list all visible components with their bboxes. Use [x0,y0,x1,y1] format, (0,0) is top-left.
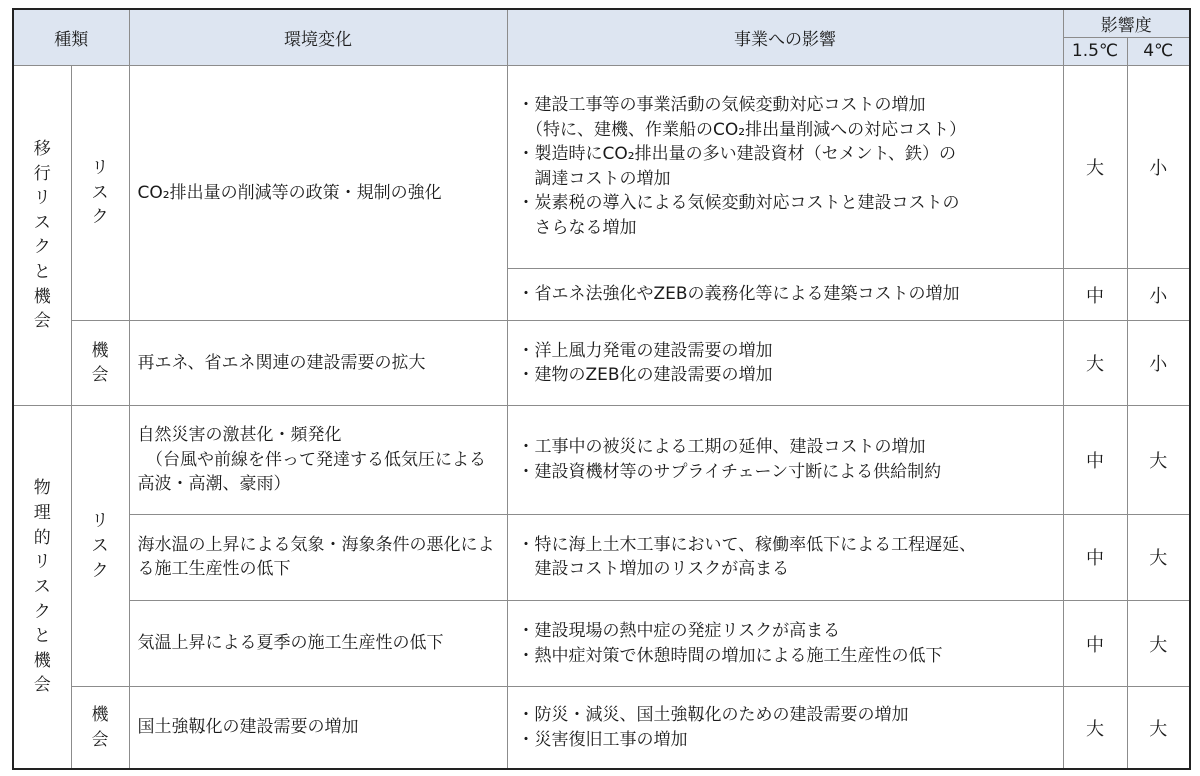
degree-4: 大 [1127,687,1190,769]
impact-item: ・建設現場の熱中症の発症リスクが高まる [517,620,841,641]
degree-1-5: 大 [1063,65,1127,269]
env-cell: CO₂排出量の削減等の政策・規制の強化 [129,65,507,321]
type-physical-risk-label: リ ス ク [91,511,109,581]
type-physical-opportunity [71,687,129,769]
impact-item: ・工事中の被災による工期の延伸、建設コストの増加 [517,437,926,458]
type-transition-risk-label: リ ス ク [91,157,109,228]
env-cell: 気温上昇による夏季の施工生産性の低下 [129,600,507,686]
climate-risk-table [12,8,1191,770]
header-impact: 事業への影響 [507,9,1063,65]
type-transition-opportunity-label: 機 会 [91,340,109,386]
impact-cell [507,406,1063,514]
degree-1-5: 中 [1063,269,1127,321]
impact-item: ・製造時にCO₂排出量の多い建設資材（セメント、鉄）の 調達コストの増加 [517,144,957,189]
degree-1-5: 中 [1063,406,1127,514]
env-cell: 国土強靱化の建設需要の増加 [129,687,507,769]
impact-cell [507,687,1063,769]
degree-4: 小 [1127,269,1190,321]
degree-1-5: 中 [1063,600,1127,686]
impact-item: ・建設工事等の事業活動の気候変動対応コストの増加 （特に、建機、作業船のCO₂排出量削減への対応コスト） [517,94,967,140]
impact-cell [507,269,1063,321]
degree-1-5: 大 [1063,687,1127,769]
degree-4: 大 [1127,406,1190,514]
header-degree: 影響度 [1063,9,1190,37]
impact-list [518,619,1053,668]
impact-item: ・建物のZEB化の建設需要の増加 [517,365,773,386]
impact-list [518,435,1053,484]
impact-list [518,703,1053,752]
impact-cell [507,321,1063,406]
degree-1-5: 大 [1063,321,1127,406]
category-transition-label: 移 行 リ ス ク と 機 会 [33,138,51,332]
impact-list [518,339,1053,388]
env-cell: 再エネ、省エネ関連の建設需要の拡大 [129,321,507,406]
impact-list [518,93,1053,241]
impact-item: ・熱中症対策で休憩時間の増加による施工生産性の低下 [517,645,943,666]
env-cell: 自然災害の激甚化・頻発化 （台風や前線を伴って発達する低気圧による高波・高潮、豪雨） [129,406,507,514]
impact-cell [507,65,1063,269]
impact-cell [507,514,1063,600]
header-deg-1-5: 1.5℃ [1063,37,1127,65]
impact-item: ・防災・減災、国土強靱化のための建設需要の増加 [517,704,909,725]
degree-4: 大 [1127,514,1190,600]
impact-item: ・炭素税の導入による気候変動対応コストと建設コストの さらなる増加 [517,193,960,239]
impact-cell [507,600,1063,686]
header-env: 環境変化 [129,9,507,65]
header-kind: 種類 [13,9,129,65]
degree-1-5: 中 [1063,514,1127,600]
impact-item: ・洋上風力発電の建設需要の増加 [517,340,773,361]
header-deg-4: 4℃ [1127,37,1190,65]
degree-4: 小 [1127,65,1190,269]
impact-list [518,533,1053,582]
degree-4: 小 [1127,321,1190,406]
risk-table-container [12,8,1189,770]
category-physical [13,406,71,769]
impact-item: ・省エネ法強化やZEBの義務化等による建築コストの増加 [517,284,960,305]
type-transition-opportunity [71,321,129,406]
degree-4: 大 [1127,600,1190,686]
impact-item: ・建設資機材等のサプライチェーン寸断による供給制約 [517,462,942,483]
type-physical-risk [71,406,129,687]
impact-list [518,282,1053,307]
category-physical-label: 物 理 的 リ ス ク と 機 会 [33,478,51,696]
category-transition [13,65,71,406]
impact-item: ・災害復旧工事の増加 [517,729,688,750]
env-cell: 海水温の上昇による気象・海象条件の悪化による施工生産性の低下 [129,514,507,600]
type-transition-risk [71,65,129,321]
impact-item: ・特に海上土木工事において、稼働率低下による工程遅延、 建設コスト増加のリスクが高まる [517,534,977,580]
type-physical-opportunity-label: 機 会 [91,704,109,750]
